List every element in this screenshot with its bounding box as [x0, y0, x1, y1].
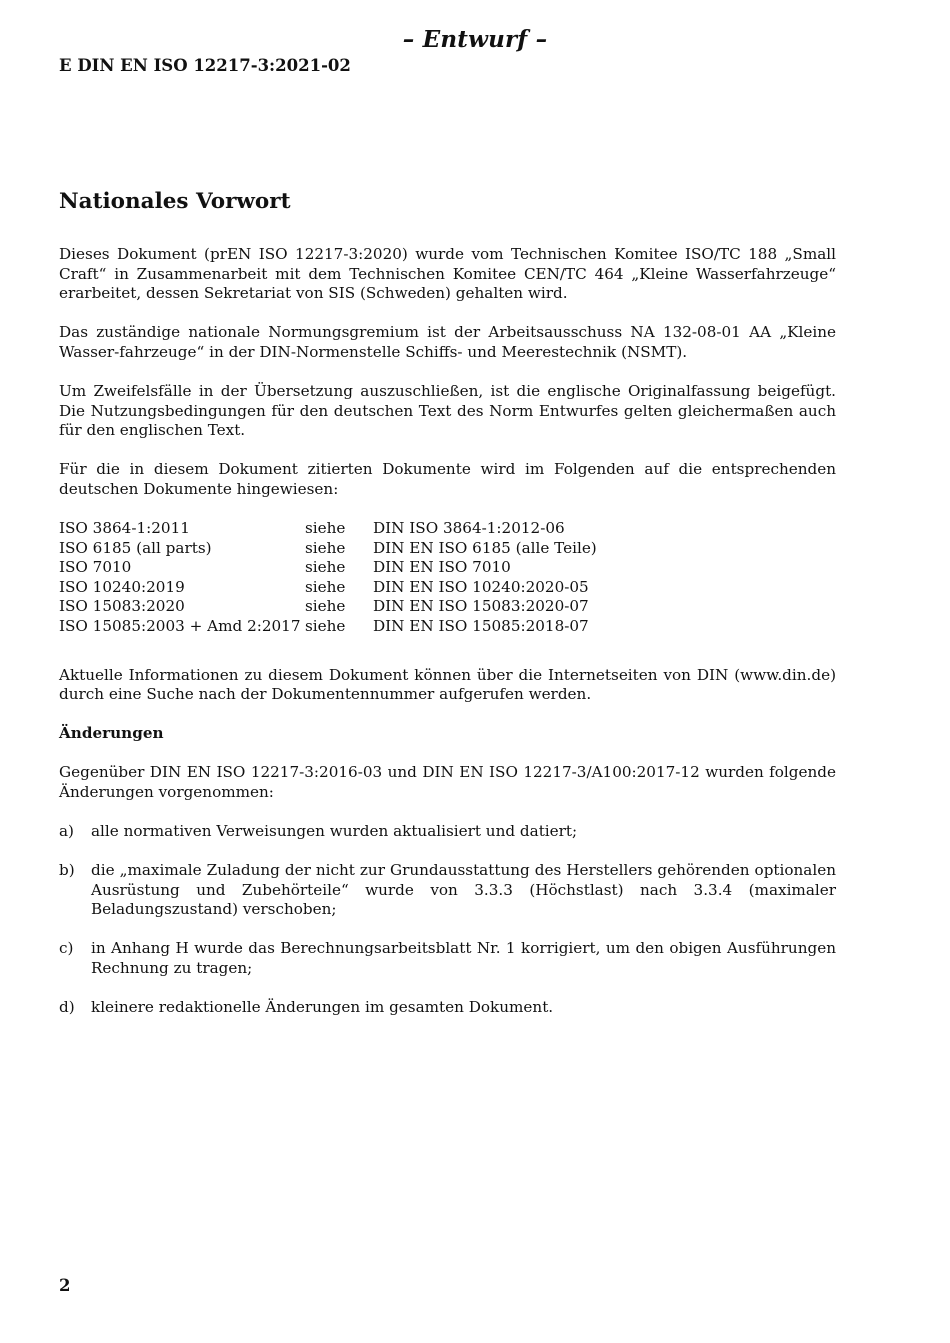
- relation-label: siehe: [305, 558, 346, 577]
- list-item-text: alle normativen Verweisungen wurden aktualisiert und datiert;: [91, 821, 578, 840]
- relation-label: siehe: [305, 597, 346, 616]
- section-title: Nationales Vorwort: [59, 189, 291, 214]
- din-reference: DIN EN ISO 10240:2020-05: [373, 577, 589, 596]
- list-marker: d): [59, 998, 75, 1017]
- table-row: [59, 617, 597, 637]
- iso-reference: ISO 15083:2020: [59, 597, 185, 616]
- relation-label: siehe: [305, 577, 346, 596]
- relation-label: siehe: [305, 538, 346, 557]
- relation-label: siehe: [305, 616, 346, 635]
- iso-reference: ISO 3864-1:2011: [59, 518, 190, 537]
- list-item: [59, 822, 836, 842]
- list-item: [59, 861, 836, 920]
- iso-reference: ISO 10240:2019: [59, 577, 185, 596]
- list-item: [59, 939, 836, 978]
- info-paragraph: Aktuelle Informationen zu diesem Dokument können über die Internetseiten von DIN (www.din.de) durch eine Suche nach der Dokumentennummer aufgerufen werden.: [59, 665, 836, 704]
- table-row: [59, 597, 597, 617]
- reference-table: [59, 519, 597, 637]
- list-item-text: in Anhang H wurde das Berechnungsarbeitsblatt Nr. 1 korrigiert, um den obigen Ausführungen Rechnung zu tragen;: [91, 939, 836, 977]
- list-item-text: die „maximale Zuladung der nicht zur Grundausstattung des Herstellers gehörenden optionalen Ausrüstung und Zubehörteile“ wurde von 3.3.3 (Höchstlast) nach 3.3.4 (maximaler Beladungszustand) verschoben;: [91, 861, 836, 919]
- document-id: E DIN EN ISO 12217-3:2021-02: [59, 56, 351, 75]
- iso-reference: ISO 7010: [59, 558, 132, 577]
- din-reference: DIN ISO 3864-1:2012-06: [373, 518, 565, 537]
- din-reference: DIN EN ISO 15085:2018-07: [373, 616, 589, 635]
- list-item: [59, 998, 836, 1018]
- paragraph: Für die in diesem Dokument zitierten Dokumente wird im Folgenden auf die entsprechenden deutschen Dokumente hingewiesen:: [59, 460, 836, 498]
- din-reference: DIN EN ISO 15083:2020-07: [373, 597, 589, 616]
- page-number: 2: [59, 1276, 71, 1295]
- list-marker: b): [59, 861, 75, 880]
- changes-heading: Änderungen: [59, 724, 164, 743]
- paragraph: Um Zweifelsfälle in der Übersetzung auszuschließen, ist die englische Originalfassung beigefügt. Die Nutzungsbedingungen für den deutschen Text des Norm Entwurfes gelten gleichermaßen auch für den englischen Text.: [59, 381, 836, 440]
- din-reference: DIN EN ISO 7010: [373, 558, 511, 577]
- table-row: [59, 539, 597, 559]
- page-content: [59, 188, 836, 1037]
- table-row: [59, 578, 597, 598]
- din-reference: DIN EN ISO 6185 (alle Teile): [373, 538, 597, 557]
- draft-label: – Entwurf –: [402, 26, 548, 53]
- paragraph: Dieses Dokument (prEN ISO 12217-3:2020) wurde vom Technischen Komitee ISO/TC 188 „Small Craft“ in Zusammenarbeit mit dem Technischen Komitee CEN/TC 464 „Kleine Wasserfahrzeuge“ erarbeitet, dessen Sekretariat von SIS (Schweden) gehalten wird.: [59, 245, 836, 303]
- iso-reference: ISO 6185 (all parts): [59, 538, 212, 557]
- iso-reference: ISO 15085:2003 + Amd 2:2017: [59, 616, 301, 635]
- list-item-text: kleinere redaktionelle Änderungen im gesamten Dokument.: [91, 998, 554, 1017]
- changes-list: [59, 822, 836, 1018]
- relation-label: siehe: [305, 518, 346, 537]
- changes-intro: Gegenüber DIN EN ISO 12217-3:2016-03 und DIN EN ISO 12217-3/A100:2017-12 wurden folgende Änderungen vorgenommen:: [59, 763, 836, 801]
- table-row: [59, 558, 597, 578]
- list-marker: a): [59, 821, 74, 840]
- table-row: [59, 519, 597, 539]
- paragraph: Das zuständige nationale Normungsgremium ist der Arbeitsausschuss NA 132-08-01 AA „Kleine Wasser-fahrzeuge“ in der DIN-Normenstelle Schiffs- und Meerestechnik (NSMT).: [59, 323, 836, 361]
- list-marker: c): [59, 939, 74, 958]
